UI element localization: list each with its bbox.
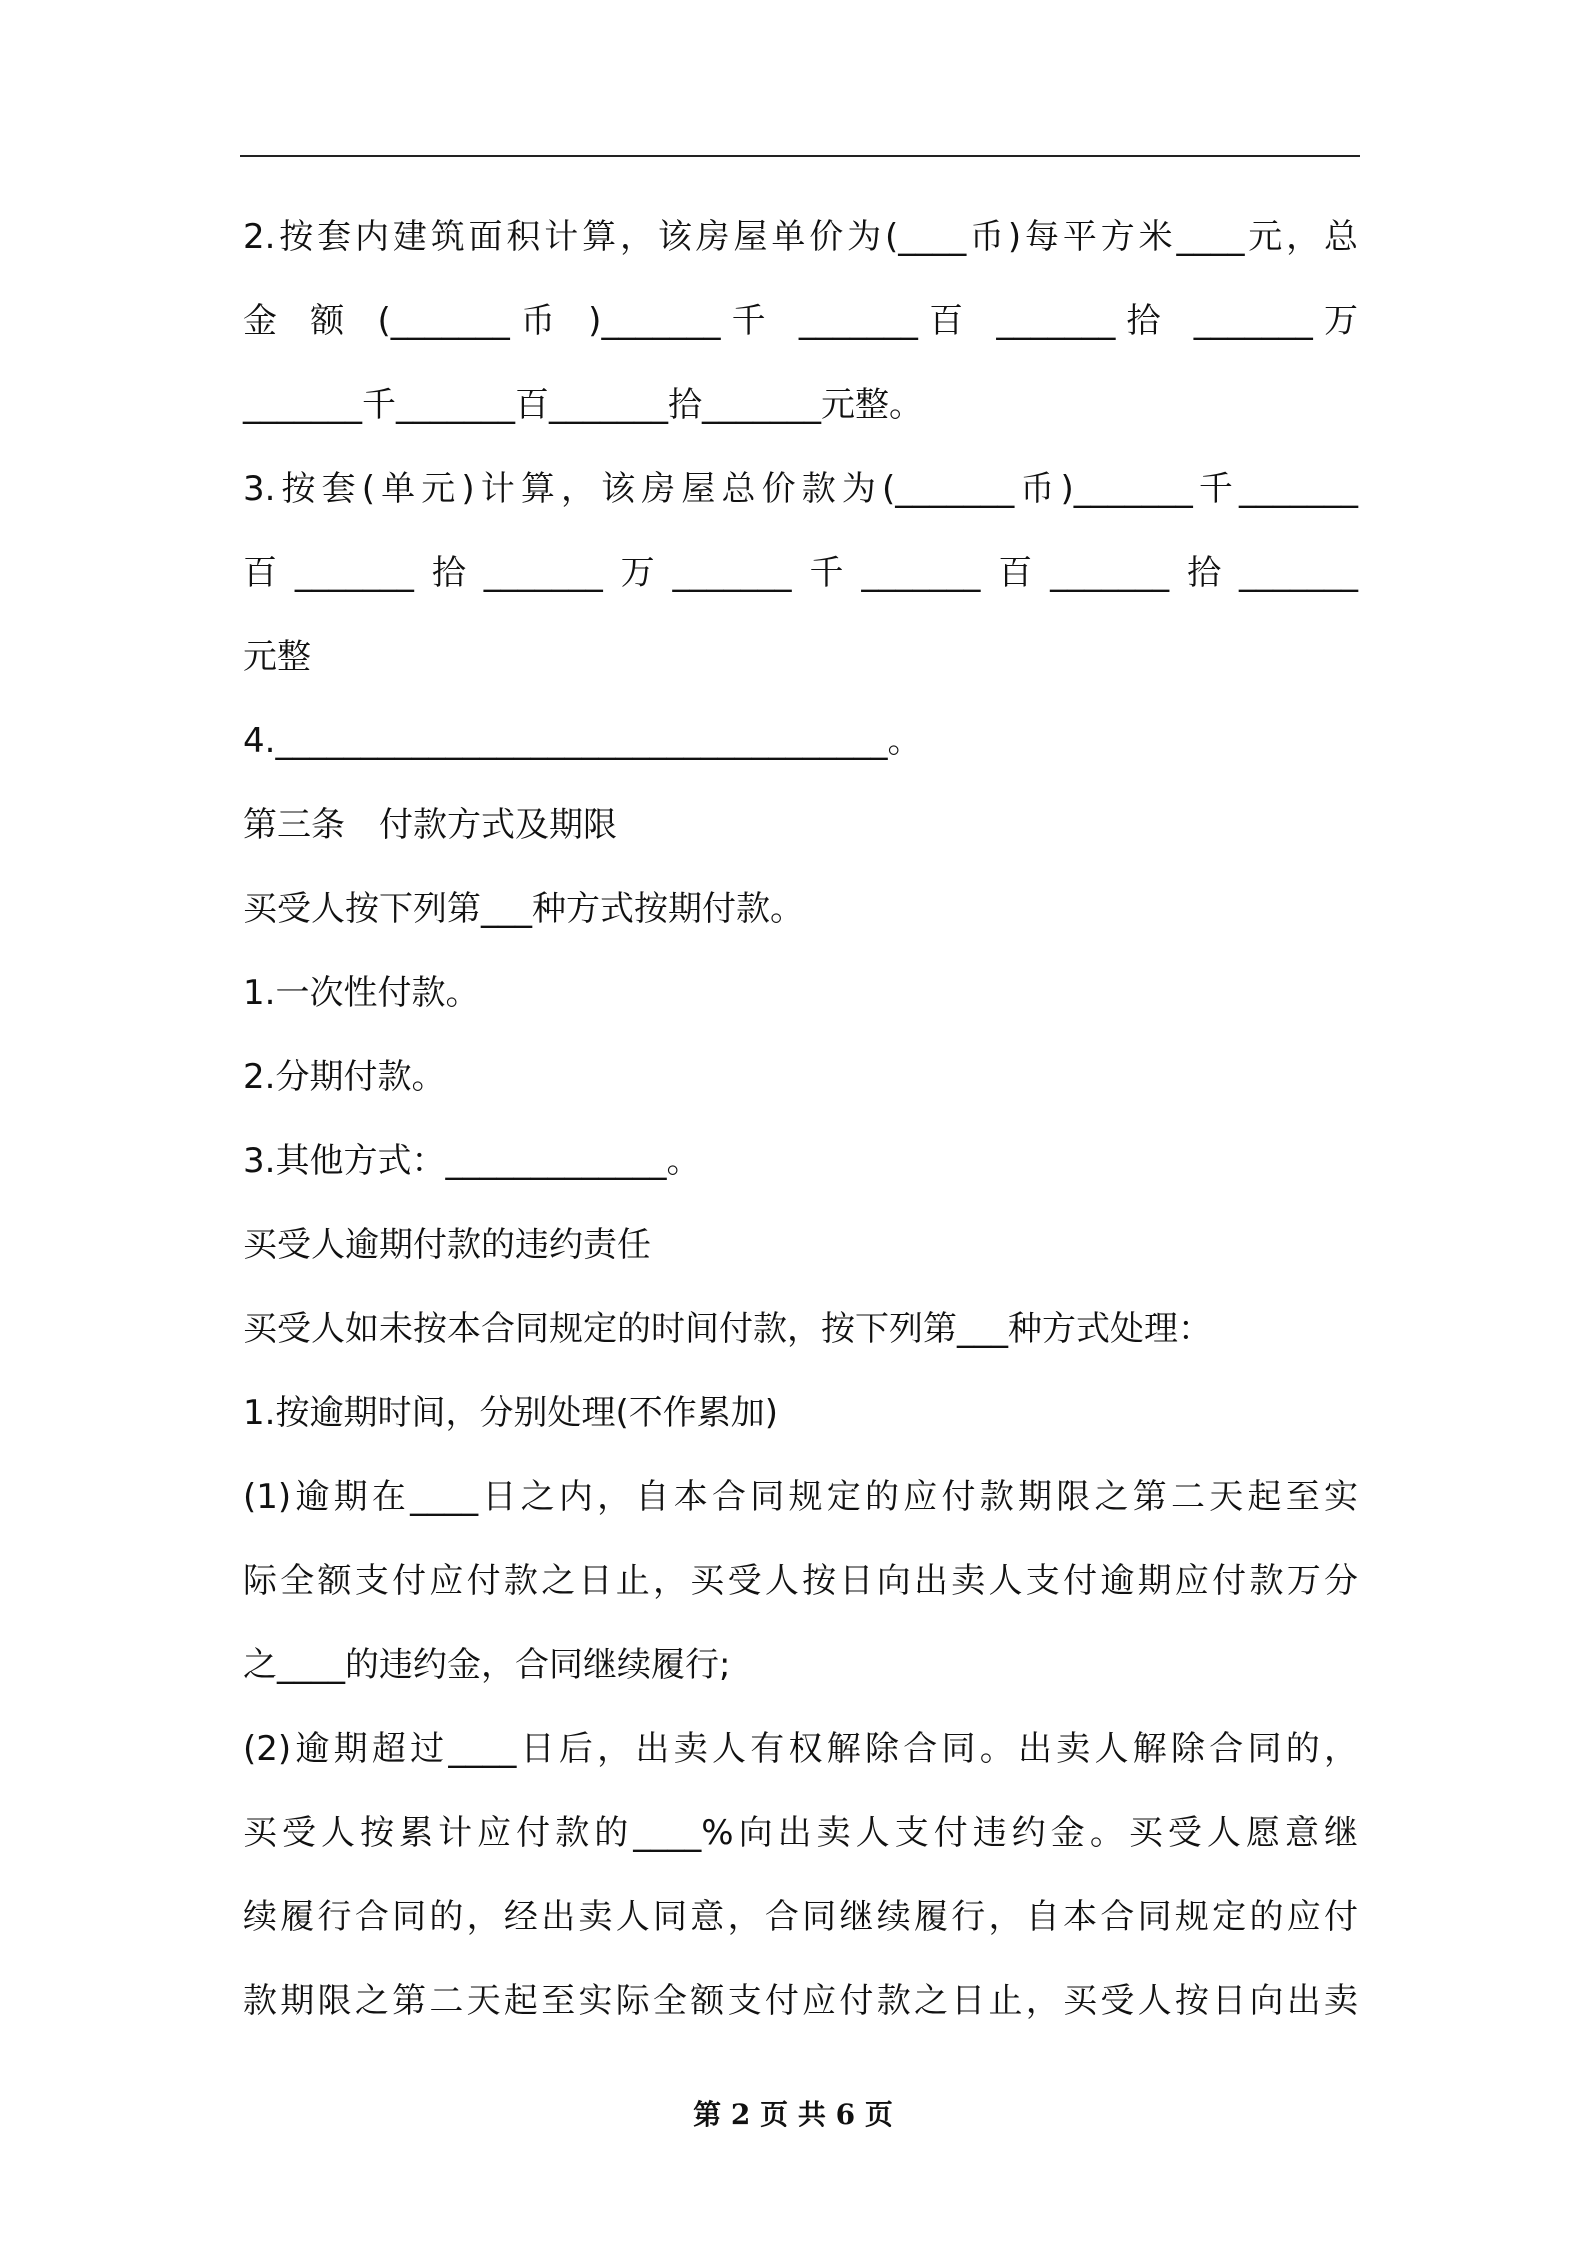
body-line: 续履行合同的，经出卖人同意，合同继续履行，自本合同规定的应付 <box>243 1897 1358 1937</box>
page-number-footer: 第 2 页 共 6 页 <box>693 2098 893 2131</box>
body-line: 金 额 (_______币 )_______千 _______百 _______拾 _______万 <box>243 301 1358 341</box>
body-line: (1)逾期在____日之内，自本合同规定的应付款期限之第二天起至实 <box>243 1477 1358 1517</box>
body-line: 百_______拾_______万_______千_______百_______拾_______ <box>243 553 1358 593</box>
body-line: _______千_______百_______拾_______元整。 <box>243 385 923 425</box>
body-line: 元整 <box>243 637 311 677</box>
body-line: 际全额支付应付款之日止，买受人按日向出卖人支付逾期应付款万分 <box>243 1561 1358 1601</box>
body-line: 1.按逾期时间，分别处理(不作累加) <box>243 1393 778 1433</box>
body-line: 买受人按下列第___种方式按期付款。 <box>243 889 804 929</box>
body-line: 之____的违约金，合同继续履行; <box>243 1645 731 1685</box>
header-rule <box>240 155 1360 157</box>
document-body <box>243 195 1358 2043</box>
subsection-heading: 买受人逾期付款的违约责任 <box>243 1225 651 1265</box>
body-line: 3.其他方式：_____________。 <box>243 1141 701 1181</box>
body-line: 款期限之第二天起至实际全额支付应付款之日止，买受人按日向出卖 <box>243 1981 1358 2021</box>
body-line: 买受人如未按本合同规定的时间付款，按下列第___种方式处理： <box>243 1309 1212 1349</box>
body-line: 1.一次性付款。 <box>243 973 480 1013</box>
body-line: 3.按套(单元)计算，该房屋总价款为(_______币)_______千_______ <box>243 469 1358 509</box>
body-line: 买受人按累计应付款的____%向出卖人支付违约金。买受人愿意继 <box>243 1813 1358 1853</box>
body-line: 2.按套内建筑面积计算，该房屋单价为(____币)每平方米____元，总 <box>243 217 1358 257</box>
body-line: 4.____________________________________。 <box>243 721 922 761</box>
body-line: (2)逾期超过____日后，出卖人有权解除合同。出卖人解除合同的， <box>243 1729 1358 1769</box>
body-line: 2.分期付款。 <box>243 1057 446 1097</box>
section-heading: 第三条 付款方式及期限 <box>243 805 617 845</box>
